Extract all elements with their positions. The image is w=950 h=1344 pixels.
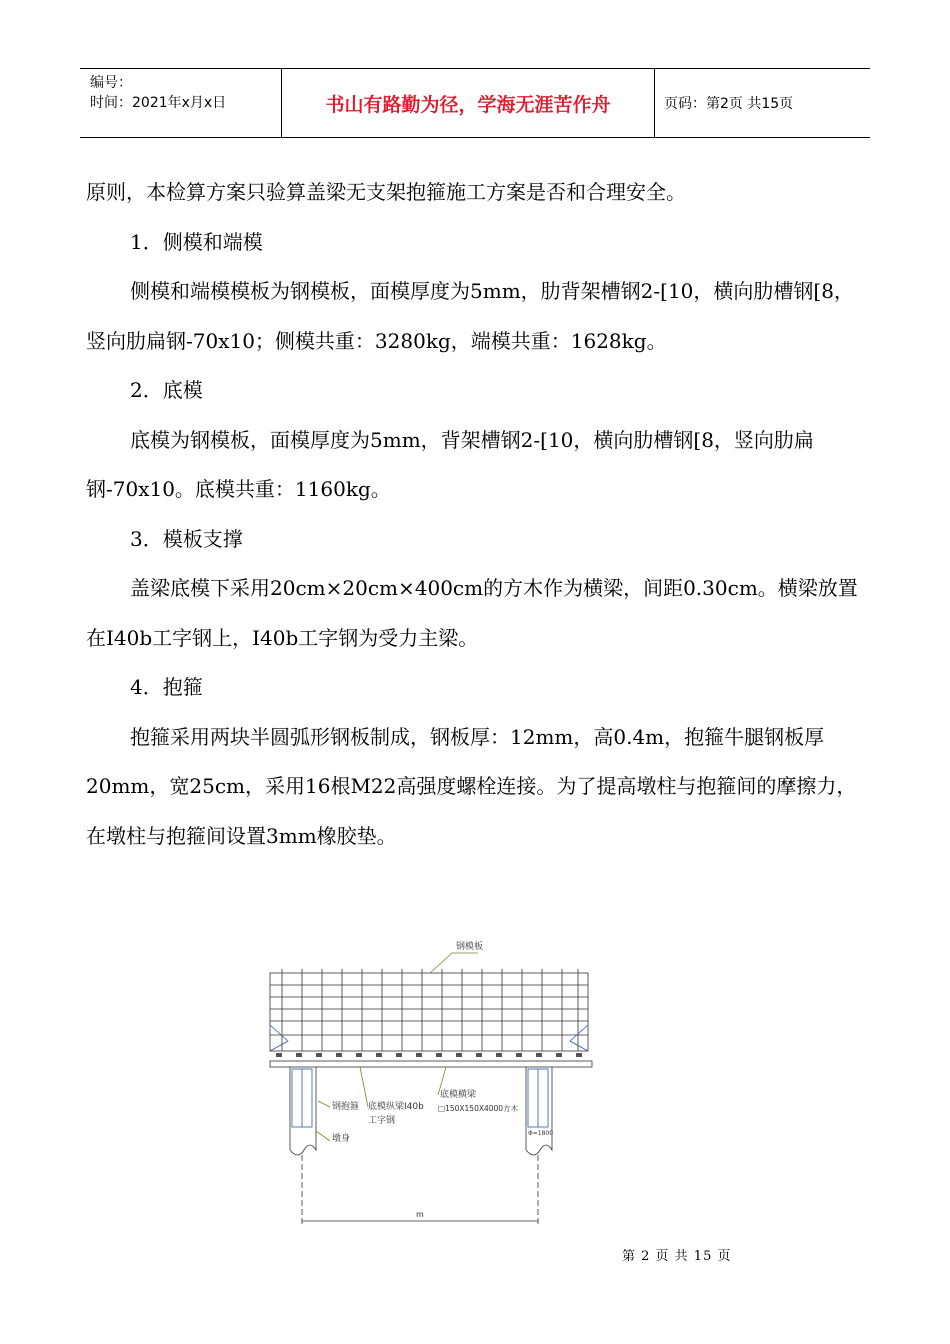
label-diameter: Φ=1800 (528, 1130, 554, 1137)
header-table (80, 68, 870, 138)
label-span: m (416, 1210, 424, 1219)
section-heading: 3．模板支撑 (130, 526, 243, 551)
section-heading: 4．抱箍 (130, 675, 203, 699)
section-heading: 1．侧模和端模 (130, 229, 263, 254)
paragraph: 盖梁底模下采用20cm×20cm×400cm的方木作为横梁，间距0.30cm。横梁放置在I40b工字钢上，I40b工字钢为受力主梁。 (86, 576, 858, 650)
left-pier (290, 1067, 316, 1227)
right-pier (526, 1067, 552, 1227)
motto: 书山有路勤为径，学海无涯苦作舟 (282, 69, 655, 137)
code-label: 编号： (90, 75, 132, 91)
label-formwork: 钢模板 (456, 942, 484, 952)
label-cross-beam: 底模横梁 (440, 1090, 477, 1100)
page-footer: 第 2 页 共 15 页 (622, 1249, 732, 1264)
header-left-cell (80, 69, 282, 137)
paragraph: 侧模和端模模板为钢模板，面模厚度为5mm，肋背架槽钢2-[10，横向肋槽钢[8，竖向肋扁钢-70x10；侧模共重：3280kg，端模共重：1628kg。 (86, 279, 854, 353)
paragraph: 原则，本检算方案只验算盖梁无支架抱箍施工方案是否和合理安全。 (86, 180, 686, 204)
paragraph: 底模为钢模板，面模厚度为5mm，背架槽钢2-[10，横向肋槽钢[8，竖向肋扁钢-70x10。底模共重：1160kg。 (86, 427, 814, 501)
section-heading: 2．底模 (130, 378, 203, 402)
time-label: 时间：2021年x月x日 (90, 95, 227, 111)
label-pier: 墩身 (332, 1134, 351, 1144)
document-body (86, 168, 866, 861)
cross-beam-blocks (276, 1053, 582, 1057)
main-i-beam (270, 1061, 592, 1067)
hoop-support-diagram (260, 935, 600, 1235)
vertical-ribs (282, 969, 578, 1051)
label-main-beam-2: 工字钢 (368, 1116, 396, 1126)
page-info: 页码：第2页 共15页 (664, 96, 794, 112)
paragraph: 抱箍采用两块半圆弧形钢板制成，钢板厚：12mm，高0.4m，抱箍牛腿钢板厚20mm，宽25cm，采用16根M22高强度螺栓连接。为了提高墩柱与抱箍间的摩擦力，在墩柱与抱箍间设置3mm橡胶垫。 (86, 724, 857, 848)
label-cross-beam-2: □150X150X4000方木 (438, 1104, 519, 1113)
label-hoop: 钢抱箍 (332, 1102, 360, 1112)
label-main-beam: 底模纵梁I40b (368, 1102, 424, 1112)
